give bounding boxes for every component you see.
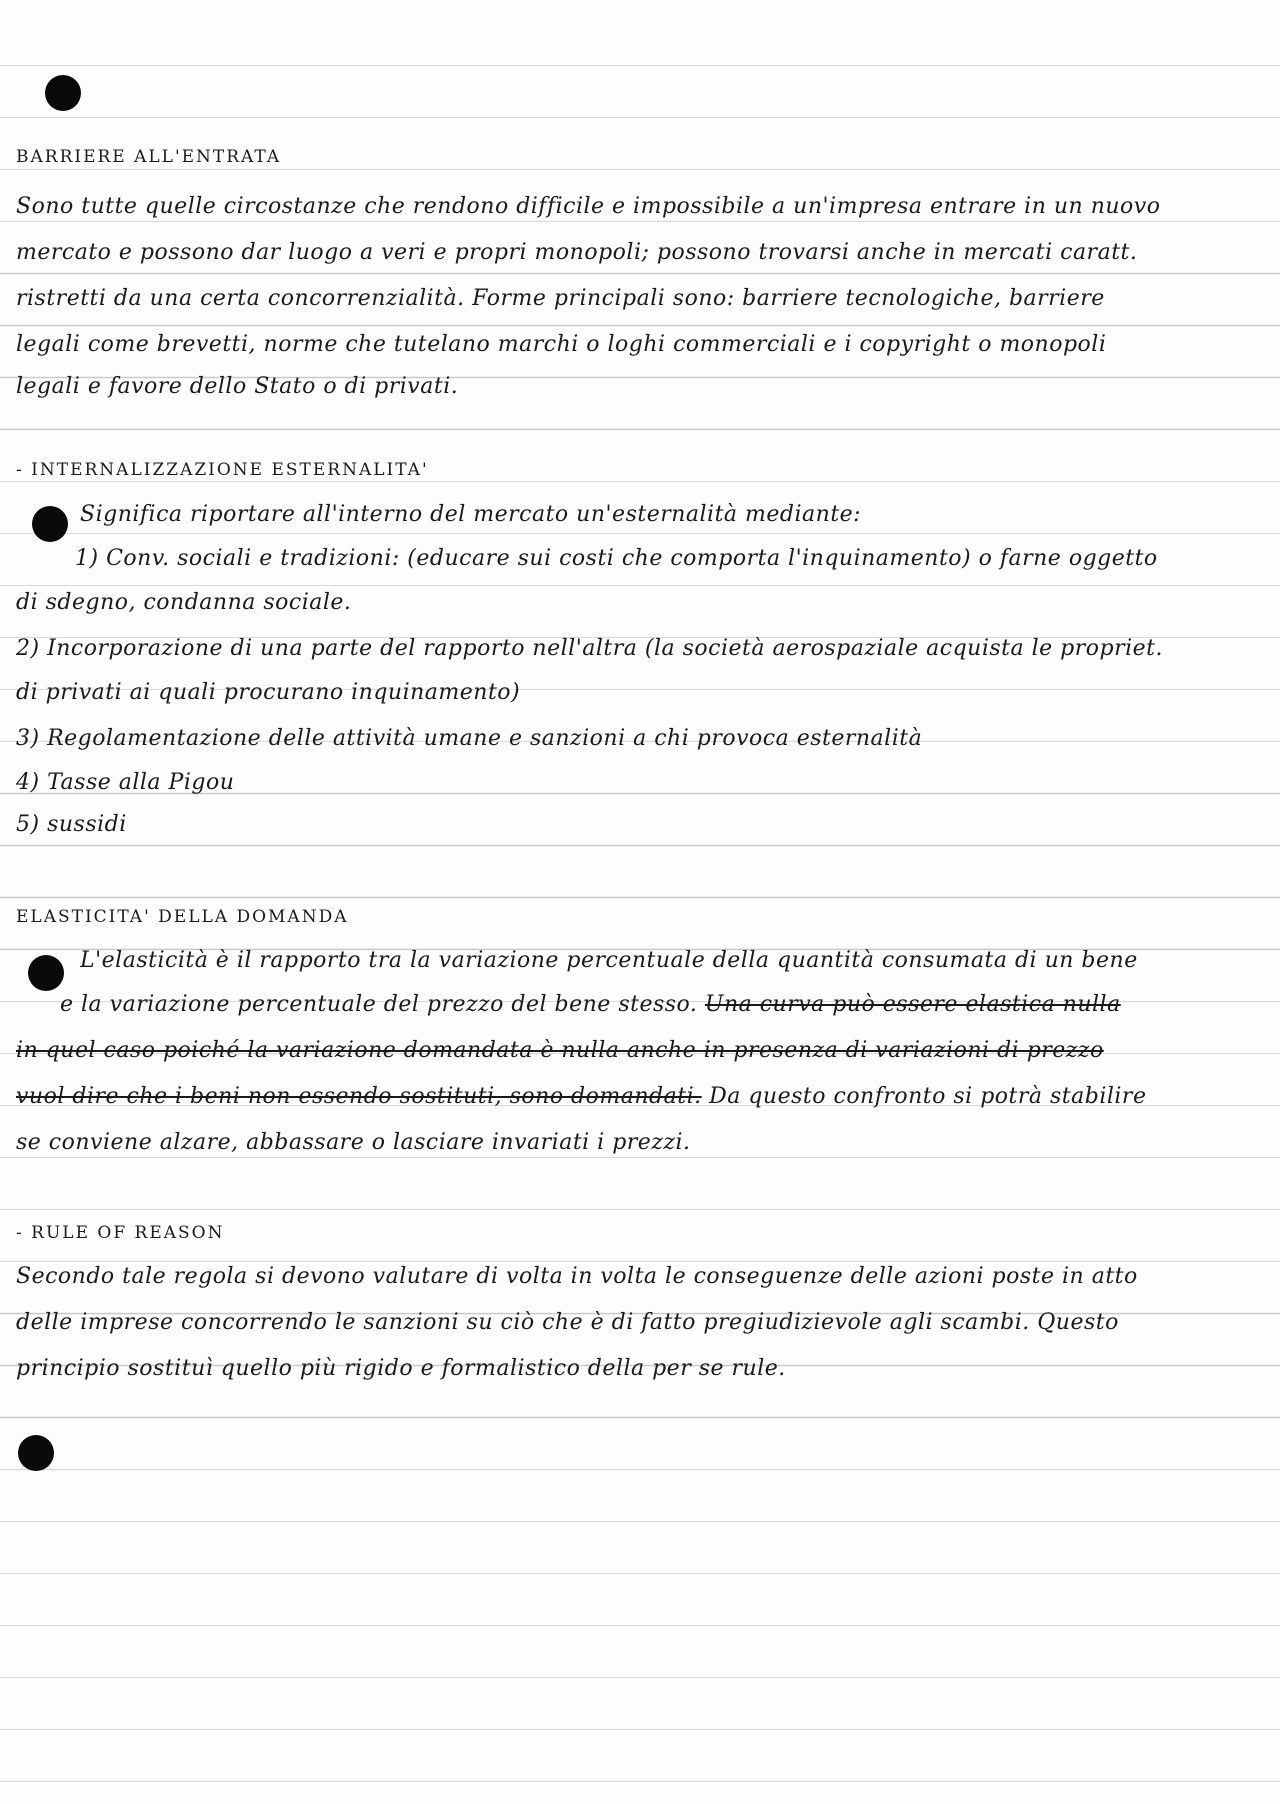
section-heading-barriere: BARRIERE ALL'ENTRATA	[16, 147, 282, 167]
binder-hole-bottom	[18, 1435, 54, 1471]
list-item-1: 1) Conv. sociali e tradizioni: (educare sui costi che comporta l'inquinamento) o farne oggetto	[75, 546, 1158, 571]
text-line: delle imprese concorrendo le sanzioni su ciò che è di fatto pregiudizievole agli scambi. Questo	[16, 1310, 1119, 1335]
binder-hole-middle-lower	[28, 955, 64, 991]
list-item-3: 3) Regolamentazione delle attività umane e sanzioni a chi provoca esternalità	[16, 726, 923, 751]
text-line: L'elasticità è il rapporto tra la variazione percentuale della quantità consumata di un bene	[80, 948, 1138, 973]
section-heading-internalizzazione: - INTERNALIZZAZIONE ESTERNALITA'	[16, 460, 429, 480]
binder-hole-top	[45, 75, 81, 111]
text-fragment: Da questo confronto si potrà stabilire	[701, 1084, 1147, 1109]
list-item-2: 2) Incorporazione di una parte del rapporto nell'altra (la società aerospaziale acquista le propriet.	[16, 636, 1163, 661]
text-line-mixed	[60, 990, 1260, 1020]
text-line: legali e favore dello Stato o di privati.	[16, 374, 459, 399]
text-line: se conviene alzare, abbassare o lasciare invariati i prezzi.	[16, 1130, 691, 1155]
section-heading-elasticita: ELASTICITA' DELLA DOMANDA	[16, 907, 349, 927]
text-fragment: e la variazione percentuale del prezzo del bene stesso.	[60, 992, 705, 1017]
text-line: principio sostituì quello più rigido e formalistico della per se rule.	[16, 1356, 786, 1381]
struck-text: Una curva può essere elastica nulla	[704, 992, 1121, 1017]
text-line: legali come brevetti, norme che tutelano marchi o loghi commerciali e i copyright o monopoli	[16, 332, 1107, 357]
text-line: ristretti da una certa concorrenzialità. Forme principali sono: barriere tecnologiche, barriere	[16, 286, 1105, 311]
text-line: di sdegno, condanna sociale.	[16, 590, 352, 615]
list-item-5: 5) sussidi	[16, 812, 127, 837]
text-line: mercato e possono dar luogo a veri e propri monopoli; possono trovarsi anche in mercati caratt.	[16, 240, 1138, 265]
struck-text-line: in quel caso poiché la variazione domandata è nulla anche in presenza di variazioni di prezzo	[16, 1038, 1104, 1063]
binder-hole-middle-upper	[32, 506, 68, 542]
text-line: Secondo tale regola si devono valutare di volta in volta le conseguenze delle azioni poste in atto	[16, 1264, 1138, 1289]
struck-text: vuol dire che i beni non essendo sostituti, sono domandati.	[16, 1084, 702, 1109]
text-line: Significa riportare all'interno del mercato un'esternalità mediante:	[80, 502, 862, 527]
text-line-mixed	[16, 1082, 1266, 1112]
section-heading-rule-of-reason: - RULE OF REASON	[16, 1223, 225, 1243]
text-line: Sono tutte quelle circostanze che rendono difficile e impossibile a un'impresa entrare in un nuovo	[16, 194, 1161, 219]
list-item-4: 4) Tasse alla Pigou	[16, 770, 235, 795]
text-line: di privati ai quali procurano inquinamento)	[16, 680, 521, 705]
